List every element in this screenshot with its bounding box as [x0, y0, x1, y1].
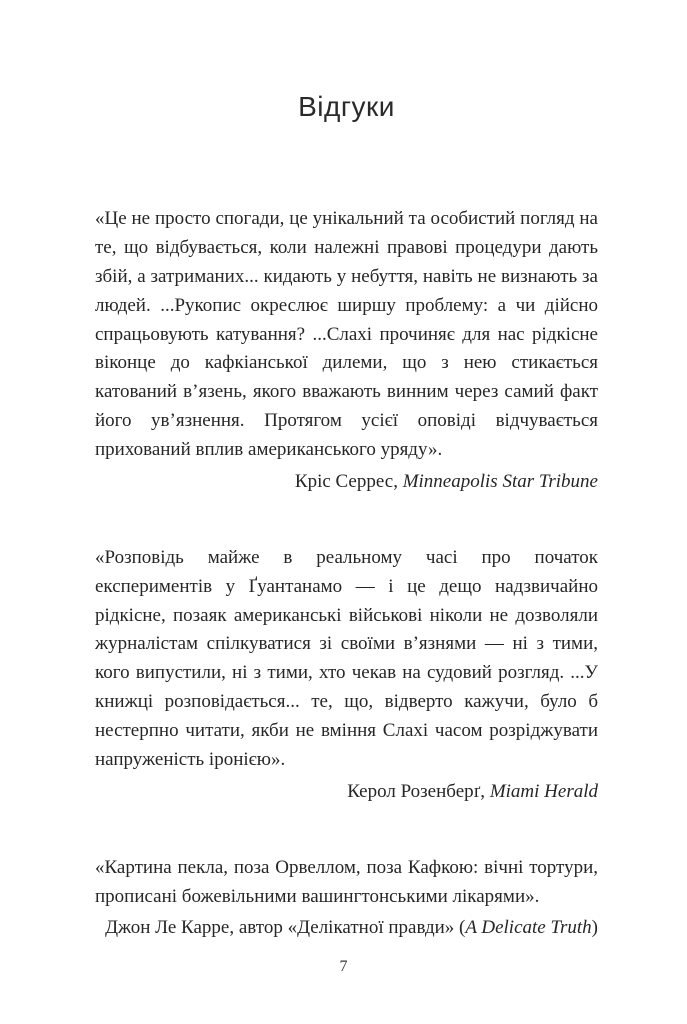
review-quote: «Це не просто спогади, це унікальний та особистий погляд на те, що відбувається, коли належні правові процедури дають збій, а затриманих... кидають у небуття, навіть не визнають за людей. ...Рукопис окреслює ширшу проблему: а чи дійсно спрацьовують катування? ...Слахі прочиняє для нас рідкісне віконце до кафкіанської дилеми, що з нею стикається катований в’язень, якого вважають винним через самий факт його ув’язнення. Протягом усієї оповіді відчувається прихований вплив американського уряду».: [95, 208, 598, 460]
attribution-name: Джон Ле Карре, автор «Делікатної правди» (: [105, 917, 466, 939]
attribution-suffix: ): [591, 917, 598, 939]
attribution-source: Miami Herald: [489, 780, 598, 802]
reviews-section: [95, 205, 598, 943]
attribution-source: Minneapolis Star Tribune: [402, 470, 598, 492]
review-attribution: [95, 778, 598, 807]
attribution-source: A Delicate Truth: [465, 917, 592, 939]
review-quote: «Картина пекла, поза Орвеллом, поза Кафкою: вічні тортури, прописані божевільними вашингтонськими лікарями».: [95, 856, 598, 907]
review-block: [95, 854, 598, 944]
review-quote: «Розповідь майже в реальному часі про початок експериментів у Ґуантанамо — і це дещо надзвичайно рідкісне, позаяк американські військові ніколи не дозволяли журналістам спілкуватися зі своїми в’язнями — ні з тими, кого випустили, ні з тими, хто чекав на судовий розгляд. ...У книжці розповідається... те, що, відверто кажучи, було б нестерпно читати, якби не вміння Слахі часом розріджувати напруженість іронією».: [95, 546, 598, 770]
page-title: Відгуки: [298, 91, 395, 122]
review-attribution: [95, 468, 598, 497]
page-number: 7: [339, 958, 348, 975]
review-attribution: [95, 914, 598, 943]
review-block: [95, 205, 598, 497]
attribution-name: Керол Розенберґ,: [347, 780, 490, 802]
review-block: [95, 544, 598, 807]
attribution-name: Кріс Серрес,: [294, 470, 403, 492]
